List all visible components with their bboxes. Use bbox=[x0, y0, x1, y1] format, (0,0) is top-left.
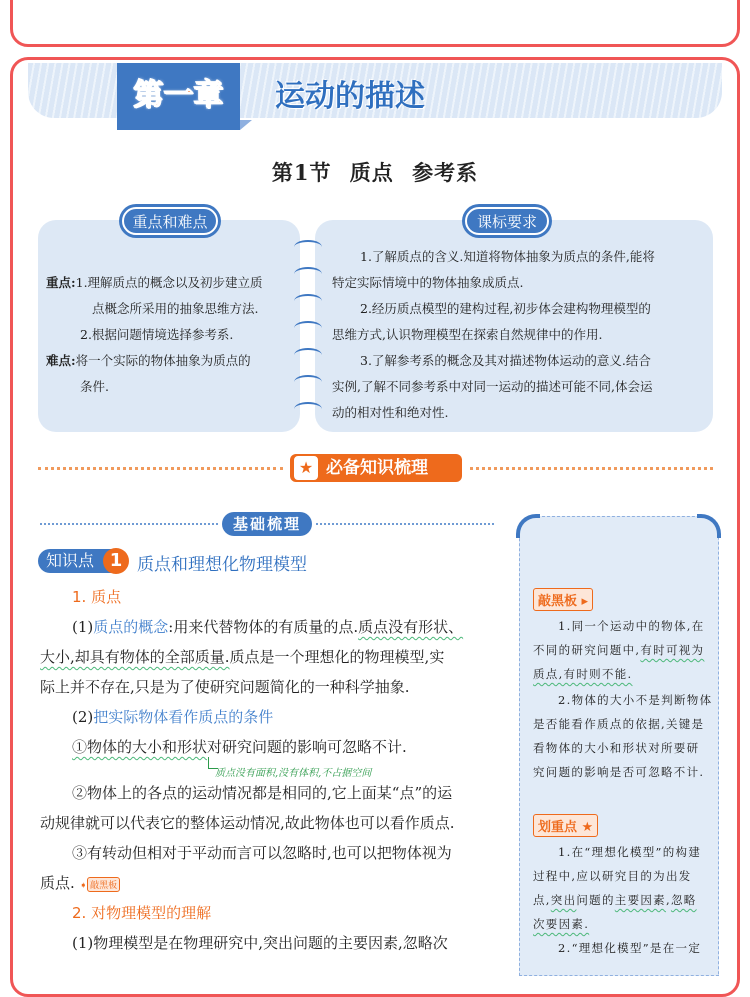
sidebar-line: 1.在“理想化模型”的构建 bbox=[558, 845, 702, 859]
knowledge-point-label: 知识点 bbox=[38, 549, 118, 573]
curriculum-line: 1.了解质点的含义.知道将物体抽象为质点的条件,能将 bbox=[360, 249, 655, 264]
paragraph-line: ③有转动但相对于平动而言可以忽略时,也可以把物体视为 bbox=[72, 844, 452, 862]
paragraph-line: ②物体上的各点的运动情况都是相同的,它上面某“点”的运 bbox=[72, 784, 453, 802]
required-knowledge-heading: 必备知识梳理 bbox=[290, 454, 462, 482]
sidebar-line: 次要因素. bbox=[533, 917, 590, 931]
binder-ring bbox=[294, 375, 322, 389]
chapter-title: 运动的描述 bbox=[275, 79, 425, 114]
paragraph-line: (1)物理模型是在物理研究中,突出问题的主要因素,忽略次 bbox=[72, 934, 448, 952]
sidebar-line: 不同的研究问题中,有时可视为 bbox=[533, 643, 705, 657]
sidebar-line: 点,突出问题的主要因素,忽略 bbox=[533, 893, 697, 907]
curriculum-line: 动的相对性和绝对性. bbox=[332, 405, 449, 420]
key-point-line: 重点:1.理解质点的概念以及初步建立质 bbox=[46, 275, 263, 290]
sidebar-line: 2.物体的大小不是判断物体 bbox=[558, 693, 713, 707]
sidebar-line: 是否能看作质点的依据,关键是 bbox=[533, 717, 705, 731]
knowledge-point-number: 1 bbox=[103, 548, 129, 574]
paragraph-line: (1)质点的概念:用来代替物体的有质量的点.质点没有形状、 bbox=[72, 618, 464, 636]
handwritten-note: 质点没有面积,没有体积,不占据空间 bbox=[215, 768, 372, 779]
key-point-line: 点概念所采用的抽象思维方法. bbox=[92, 301, 259, 316]
paragraph-line: 大小,却具有物体的全部质量.质点是一个理想化的物理模型,实 bbox=[40, 648, 445, 666]
sidebar-tag-emphasis: 敲黑板 ▸ bbox=[533, 588, 593, 611]
divider-left bbox=[40, 523, 218, 525]
sidebar-line: 看物体的大小和形状对所要研 bbox=[533, 741, 700, 755]
key-point-line: 2.根据问题情境选择参考系. bbox=[80, 327, 234, 342]
see-note-tag[interactable]: 敲黑板 bbox=[87, 877, 120, 892]
sidebar-line: 质点,有时则不能. bbox=[533, 667, 633, 681]
binder-ring bbox=[294, 321, 322, 335]
paragraph-line: (2)把实际物体看作质点的条件 bbox=[72, 708, 274, 726]
curriculum-line: 实例,了解不同参考系中对同一运动的描述可能不同,体会运 bbox=[332, 379, 653, 394]
basic-review-heading: 基础梳理 bbox=[222, 512, 312, 536]
curriculum-line: 思维方式,认识物理模型在探索自然规律中的作用. bbox=[332, 327, 603, 342]
previous-page-frame bbox=[10, 0, 740, 47]
chapter-number: 第一章 bbox=[133, 78, 224, 113]
chapter-box-fold bbox=[240, 120, 252, 130]
curriculum-line: 3.了解参考系的概念及其对描述物体运动的意义.结合 bbox=[360, 353, 651, 368]
section-title: 第1节 质点 参考系 bbox=[271, 160, 479, 185]
binder-ring bbox=[294, 348, 322, 362]
paragraph-line: 质点. ➧ 敲黑板 bbox=[40, 872, 120, 893]
divider-left bbox=[38, 467, 283, 470]
curriculum-line: 特定实际情境中的物体抽象成质点. bbox=[332, 275, 524, 290]
sidebar-line: 2.“理想化模型”是在一定 bbox=[558, 941, 702, 955]
sidebar-line: 究问题的影响是否可忽略不计. bbox=[533, 765, 705, 779]
sidebar-tag-key: 划重点 ★ bbox=[533, 814, 598, 837]
binder-ring bbox=[294, 402, 322, 416]
curriculum-line: 2.经历质点模型的建构过程,初步体会建构物理模型的 bbox=[360, 301, 651, 316]
binder-ring bbox=[294, 267, 322, 281]
subheading: 1. 质点 bbox=[72, 588, 122, 606]
paragraph-line: ①物体的大小和形状对研究问题的影响可忽略不计. bbox=[72, 738, 407, 756]
binder-ring bbox=[294, 294, 322, 308]
knowledge-point-title: 质点和理想化物理模型 bbox=[137, 555, 307, 575]
binder-ring bbox=[294, 240, 322, 254]
paragraph-line: 际上并不存在,只是为了使研究问题简化的一种科学抽象. bbox=[40, 678, 410, 696]
subheading: 2. 对物理模型的理解 bbox=[72, 904, 212, 922]
difficulty-line: 条件. bbox=[80, 379, 109, 394]
difficulty-line: 难点:将一个实际的物体抽象为质点的 bbox=[46, 353, 251, 368]
curriculum-tag: 课标要求 bbox=[465, 207, 549, 235]
star-icon: ★ bbox=[292, 454, 320, 482]
divider-right bbox=[470, 467, 713, 470]
sidebar-line: 过程中,应以研究目的为出发 bbox=[533, 869, 692, 883]
key-points-tag: 重点和难点 bbox=[122, 207, 218, 235]
paragraph-line: 动规律就可以代表它的整体运动情况,故此物体也可以看作质点. bbox=[40, 814, 455, 832]
divider-right bbox=[316, 523, 494, 525]
sidebar-line: 1.同一个运动中的物体,在 bbox=[558, 619, 705, 633]
